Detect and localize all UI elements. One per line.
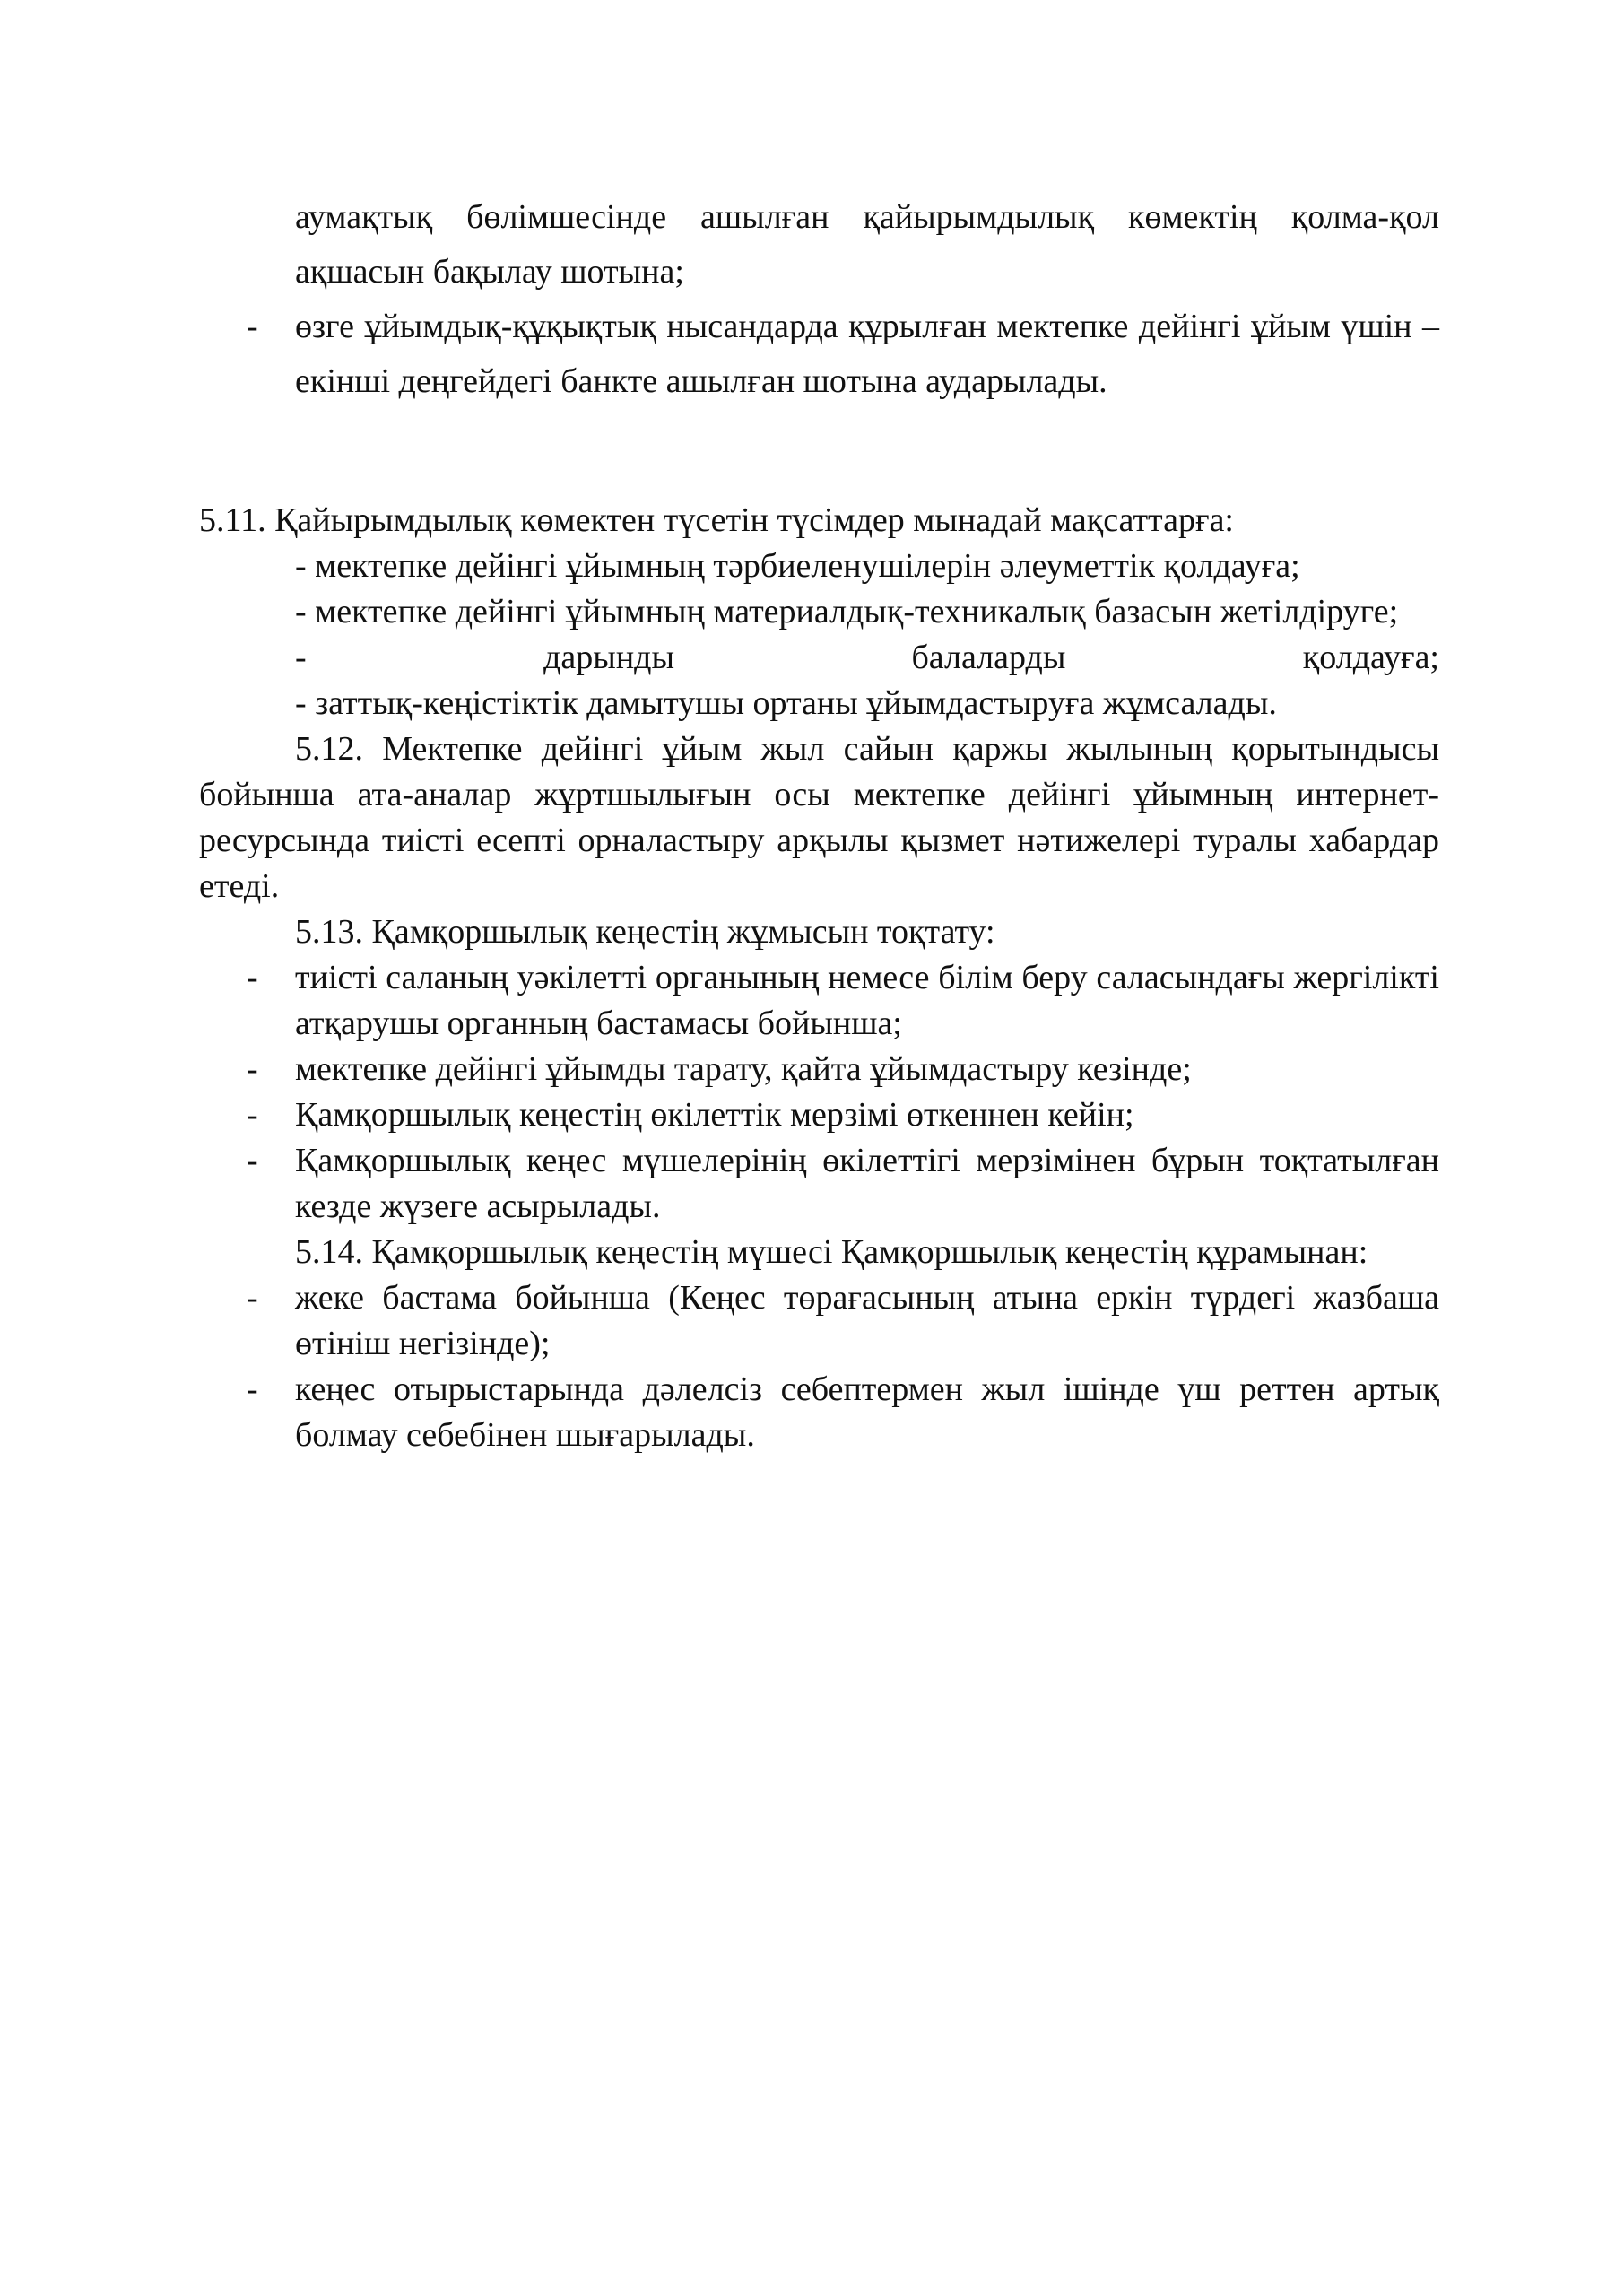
- section-5-14: [199, 1230, 1439, 1458]
- section-5-11-item: - мектепке дейінгі ұйымның материалдық-техникалық базасын жетілдіруге;: [295, 593, 1399, 631]
- section-5-11-item: - мектепке дейінгі ұйымның тәрбиеленушілерін әлеуметтік қолдауға;: [295, 547, 1300, 585]
- section-5-13-item-text: Қамқоршылық кеңестің өкілеттік мерзімі өткеннен кейін;: [295, 1096, 1134, 1134]
- top-list-item-text: өзге ұйымдық-құқықтық нысандарда құрылған мектепке дейінгі ұйым үшін – екінші деңгейдегі банкте ашылған шотына аударылады.: [295, 308, 1439, 400]
- dash-bullet: -: [247, 1279, 258, 1317]
- section-5-14-item-text: кеңес отырыстарында дәлелсіз себептермен жыл ішінде үш реттен артық болмау себебінен шығарылады.: [295, 1370, 1439, 1454]
- document-body: [199, 190, 1439, 1458]
- dash-bullet: -: [247, 959, 258, 996]
- section-5-13-item-text: мектепке дейінгі ұйымды тарату, қайта ұйымдастыру кезінде;: [295, 1050, 1192, 1088]
- section-5-12: [199, 726, 1439, 909]
- section-5-13-item: [199, 1092, 1439, 1138]
- section-5-14-item-text: жеке бастама бойынша (Кеңес төрағасының атына еркін түрдегі жазбаша өтініш негізінде);: [295, 1279, 1439, 1362]
- section-5-13-item-text: Қамқоршылық кеңес мүшелерінің өкілеттігі мерзімінен бұрын тоқтатылған кезде жүзеге асырылады.: [295, 1142, 1439, 1225]
- dash-bullet: -: [247, 308, 258, 345]
- section-5-14-heading: 5.14. Қамқоршылық кеңестің мүшесі Қамқоршылық кеңестің құрамынан:: [295, 1233, 1368, 1271]
- section-5-13-item-text: тиісті саланың уәкілетті органының немесе білім беру саласындағы жергілікті атқарушы органның бастамасы бойынша;: [295, 959, 1439, 1042]
- section-5-11: [199, 498, 1439, 726]
- dash-bullet: -: [247, 1096, 258, 1134]
- section-5-13: [199, 909, 1439, 1230]
- section-5-13-item: [199, 1047, 1439, 1092]
- dash-bullet: -: [247, 1142, 258, 1179]
- section-5-13-item: [199, 1138, 1439, 1230]
- section-5-14-item: [199, 1275, 1439, 1367]
- section-5-12-paragraph: 5.12. Мектепке дейінгі ұйым жыл сайын қаржы жылының қорытындысы бойынша ата-аналар жұртшылығын осы мектепке дейінгі ұйымның интернет-ресурсында тиісті есепті орналастыру арқылы қызмет нәтижелері туралы хабардар етеді.: [199, 730, 1439, 905]
- dash-bullet: -: [247, 1370, 258, 1408]
- continuation-paragraph: [199, 190, 1439, 300]
- top-list-item: [199, 300, 1439, 409]
- section-5-11-heading: 5.11. Қайырымдылық көмектен түсетін түсімдер мынадай мақсаттарға:: [199, 501, 1234, 539]
- section-5-13-item: [199, 955, 1439, 1047]
- continuation-text: аумақтық бөлімшесінде ашылған қайырымдылық көмектің қолма-қол ақшасын бақылау шотына;: [295, 198, 1439, 291]
- section-5-14-item: [199, 1367, 1439, 1458]
- section-gap: [199, 409, 1439, 498]
- section-5-13-heading: 5.13. Қамқоршылық кеңестің жұмысын тоқтату:: [295, 913, 995, 951]
- section-5-11-item: - заттық-кеңістіктік дамытушы ортаны ұйымдастыруға жұмсалады.: [295, 684, 1277, 722]
- continuation-block: [199, 190, 1439, 409]
- dash-bullet: -: [247, 1050, 258, 1088]
- section-5-11-item: - дарынды балаларды қолдауға;: [295, 639, 1439, 676]
